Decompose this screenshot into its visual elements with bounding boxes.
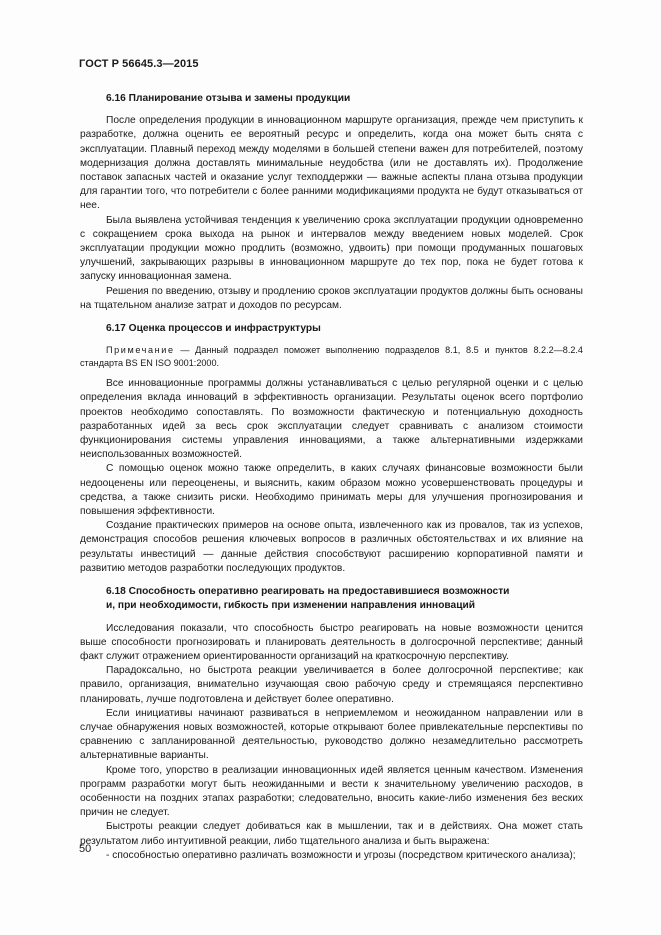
page-number: 50 (79, 843, 92, 855)
paragraph: Если инициативы начинают развиваться в неприемлемом и неожиданном направлении или в случае обнаружения новых возможностей, которые открывают более привлекательные перспективы по сравнению с запланированной деятельностью, руководство должно незамедлительно рассмотреть альтернативные варианты. (80, 707, 583, 762)
section-heading-6-18 (80, 585, 583, 613)
paragraph: Кроме того, упорство в реализации инновационных идей является ценным качеством. Изменения программ разработки могут быть неожиданными и вести к значительному увеличению расходов, в особенности на поздних этапах разработки; следовательно, вносить какие-либо изменения без веских причин не следует. (80, 764, 583, 819)
paragraph: Парадоксально, но быстрота реакции увеличивается в более долгосрочной перспективе; как правило, организация, внимательно изучающая свою рабочую среду и стремящаяся перспективно планировать, лучше подготовлена и действует более оперативно. (80, 665, 583, 705)
paragraph: Исследования показали, что способность быстро реагировать на новые возможности ценится выше способности прогнозировать и планировать деятельность в долгосрочной перспективе; данный факт служит отражением ориентированности организаций на краткосрочную перспективу. (80, 622, 583, 662)
heading-line: и, при необходимости, гибкость при изменении направления инноваций (106, 600, 476, 612)
paragraph: Быстроты реакции следует добиваться как в мышлении, так и в действиях. Она может стать результатом либо интуитивной реакции, либо тщательного анализа и быть выражена: (80, 821, 583, 847)
page-content (80, 92, 583, 863)
note (80, 344, 583, 370)
section-heading-6-17: 6.17 Оценка процессов и инфраструктуры (106, 323, 321, 335)
paragraph: После определения продукции в инновационном маршруте организация, прежде чем приступить к разработке, должна оценить ее вероятный ресурс и определить, когда она может быть снята с эксплуатации. Плавный переход между моделями в большей степени важен для потребителей, поэтому модернизация должна доставлять минимальные неудобства (или не доставлять их). Продолжение поставок запасных частей и оказание услуг техподдержки — важные аспекты плана отзыва продукции для гарантии того, что потребители с более ранними модификациями продукта не будут отказываться от нее. (80, 115, 583, 212)
paragraph: Все инновационные программы должны устанавливаться с целью регулярной оценки и с целью определения вклада инноваций в эффективность организации. Результаты оценок всего портфолио проектов необходимо сопоставлять. По возможности фактическую и потенциальную доходность разработанных идей за весь срок эксплуатации следует сравнивать с анализом стоимости функционирования системы управления инновациями, а также альтернативными издержками неиспользованных возможностей. (80, 378, 583, 461)
paragraph: С помощью оценок можно также определить, в каких случаях финансовые возможности были недооценены или переоценены, и выяснить, каким образом можно усовершенствовать процедуры и средства, а также снизить риски. Необходимо принимать меры для улучшения прогнозирования и повышения эффективности. (80, 463, 583, 518)
paragraph: Создание практических примеров на основе опыта, извлеченного как из провалов, так из успехов, демонстрация способов решения ключевых вопросов в различных обстоятельствах и их влияние на результаты инвестиций — данные действия способствуют расширению корпоративной памяти и развитию методов разработки последующих продуктов. (80, 520, 583, 574)
paragraph: Была выявлена устойчивая тенденция к увеличению срока эксплуатации продукции одновременно с сокращением срока выхода на рынок и интервалов между введением новых моделей. Срок эксплуатации продукции можно продлить (возможно, удвоить) при помощи продуманных пошаговых улучшений, закрывающих разрывы в инновационном маршруте до тех пор, пока не будет готова к запуску инновационная замена. (80, 214, 583, 283)
note-text: — Данный подраздел поможет выполнению подразделов 8.1, 8.5 и пунктов 8.2.2—8.2.4 стандарта BS EN ISO 9001:2000. (80, 345, 583, 369)
list-item: - способностью оперативно различать возможности и угрозы (посредством критического анализа); (106, 849, 576, 861)
heading-line: 6.18 Способность оперативно реагировать на предоставившиеся возможности (106, 586, 510, 598)
section-heading-6-16: 6.16 Планирование отзыва и замены продукции (106, 93, 351, 104)
document-header: ГОСТ Р 56645.3—2015 (79, 58, 199, 70)
paragraph: Решения по введению, отзыву и продлению сроков эксплуатации продуктов должны быть основаны на тщательном анализе затрат и доходов по ресурсам. (80, 285, 583, 311)
note-label: Примечание (106, 345, 175, 356)
